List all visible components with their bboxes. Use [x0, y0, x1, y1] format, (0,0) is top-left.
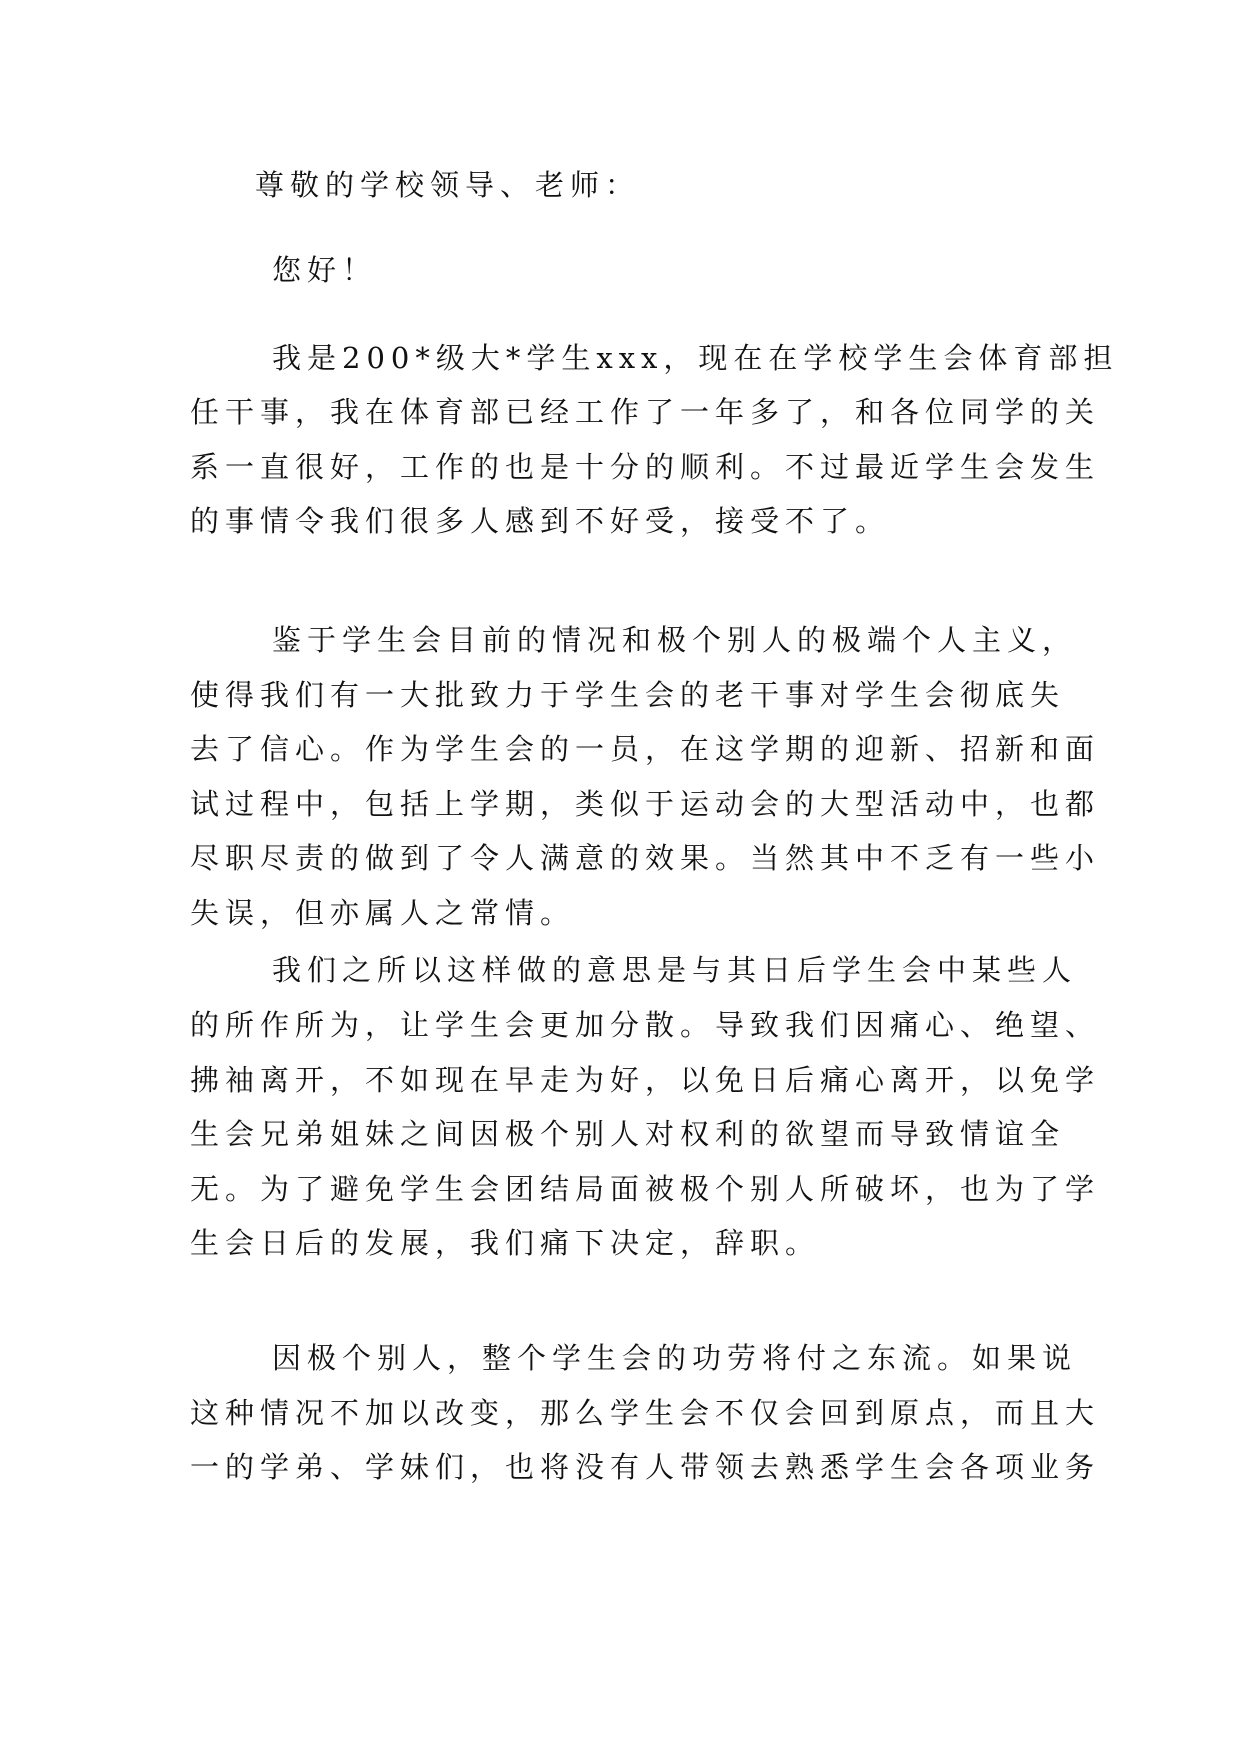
paragraph-line: 拂袖离开，不如现在早走为好，以免日后痛心离开，以免学	[190, 1063, 1101, 1097]
paragraph-line: 失误，但亦属人之常情。	[190, 896, 576, 930]
paragraph-line: 无。为了避免学生会团结局面被极个别人所破坏，也为了学	[190, 1172, 1101, 1206]
paragraph-line: 系一直很好，工作的也是十分的顺利。不过最近学生会发生	[190, 450, 1101, 484]
salutation: 尊敬的学校领导、老师：	[255, 168, 641, 202]
paragraph-line: 这种情况不加以改变，那么学生会不仅会回到原点，而且大	[190, 1396, 1101, 1430]
greeting: 您好！	[272, 253, 378, 287]
paragraph-line: 使得我们有一大批致力于学生会的老干事对学生会彻底失	[190, 678, 1066, 712]
paragraph-line: 我是200*级大*学生xxx，现在在学校学生会体育部担	[272, 341, 1119, 375]
paragraph-line: 因极个别人，整个学生会的功劳将付之东流。如果说	[272, 1341, 1078, 1375]
paragraph-line: 生会日后的发展，我们痛下决定，辞职。	[190, 1226, 821, 1260]
paragraph-line: 鉴于学生会目前的情况和极个别人的极端个人主义，	[272, 623, 1078, 657]
paragraph-line: 去了信心。作为学生会的一员，在这学期的迎新、招新和面	[190, 732, 1101, 766]
paragraph-line: 一的学弟、学妹们，也将没有人带领去熟悉学生会各项业务	[190, 1450, 1101, 1484]
paragraph-line: 生会兄弟姐妹之间因极个别人对权利的欲望而导致情谊全	[190, 1117, 1066, 1151]
paragraph-line: 尽职尽责的做到了令人满意的效果。当然其中不乏有一些小	[190, 841, 1101, 875]
paragraph-line: 的所作所为，让学生会更加分散。导致我们因痛心、绝望、	[190, 1008, 1101, 1042]
paragraph-line: 的事情令我们很多人感到不好受，接受不了。	[190, 504, 891, 538]
paragraph-line: 我们之所以这样做的意思是与其日后学生会中某些人	[272, 953, 1078, 987]
paragraph-line: 试过程中，包括上学期，类似于运动会的大型活动中，也都	[190, 787, 1101, 821]
paragraph-line: 任干事，我在体育部已经工作了一年多了，和各位同学的关	[190, 395, 1101, 429]
